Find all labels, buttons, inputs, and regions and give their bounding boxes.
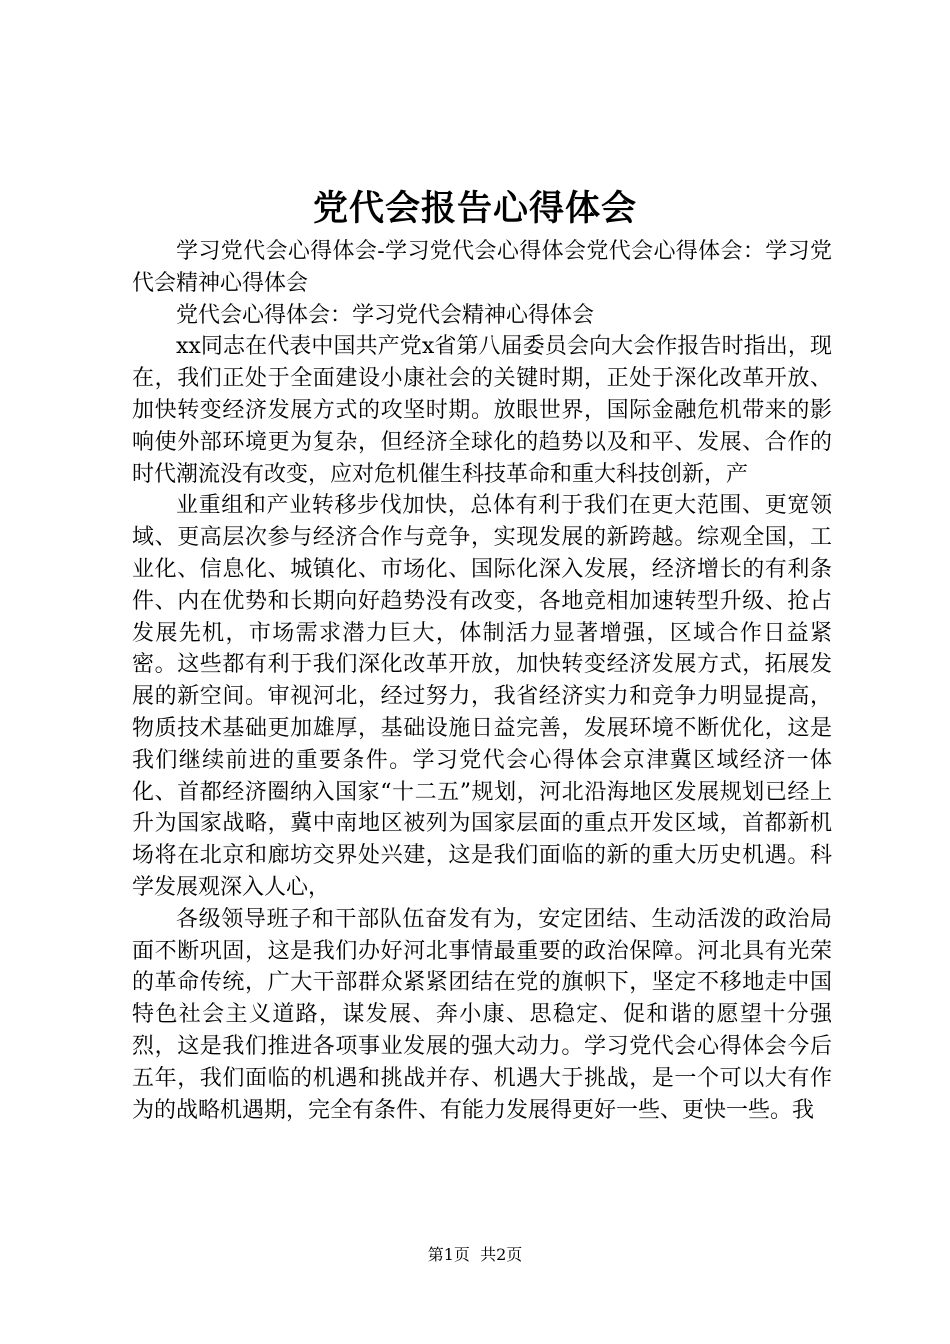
document-body — [132, 236, 832, 1126]
paragraph-1: 学习党代会心得体会-学习党代会心得体会党代会心得体会：学习党代会精神心得体会 — [132, 239, 832, 296]
page-number: 第1页 — [427, 1245, 470, 1264]
paragraph-4: 业重组和产业转移步伐加快，总体有利于我们在更大范围、更宽领域、更高层次参与经济合作与竞争，实现发展的新跨越。综观全国，工业化、信息化、城镇化、市场化、国际化深入发展，经济增长的有利条件、内在优势和长期向好趋势没有改变，各地竞相加速转型升级、抢占发展先机，市场需求潜力巨大，体制活力显著增强，区域合作日益紧密。这些都有利于我们深化改革开放，加快转变经济发展方式，拓展发展的新空间。审视河北，经过努力，我省经济实力和竞争力明显提高，物质技术基础更加雄厚，基础设施日益完善，发展环境不断优化，这是我们继续前进的重要条件。学习党代会心得体会京津冀区域经济一体化、首都经济圈纳入国家“十二五”规划，河北沿海地区发展规划已经上升为国家战略，冀中南地区被列为国家层面的重点开发区域，首都新机场将在北京和廊坊交界处兴建，这是我们面临的新的重大历史机遇。科学发展观深入人心， — [132, 493, 832, 900]
paragraph-5: 各级领导班子和干部队伍奋发有为，安定团结、生动活泼的政治局面不断巩固，这是我们办好河北事情最重要的政治保障。河北具有光荣的革命传统，广大干部群众紧紧团结在党的旗帜下，坚定不移地走中国特色社会主义道路，谋发展、奔小康、思稳定、促和谐的愿望十分强烈，这是我们推进各项事业发展的强大动力。学习党代会心得体会今后五年，我们面临的机遇和挑战并存、机遇大于挑战，是一个可以大有作为的战略机遇期，完全有条件、有能力发展得更好一些、更快一些。我 — [132, 906, 832, 1123]
document-title: 党代会报告心得体会 — [312, 189, 637, 229]
page-total: 共2页 — [480, 1245, 523, 1264]
paragraph-3: xx同志在代表中国共产党x省第八届委员会向大会作报告时指出，现在，我们正处于全面建设小康社会的关键时期，正处于深化改革开放、加快转变经济发展方式的攻坚时期。放眼世界，国际金融危机带来的影响使外部环境更为复杂，但经济全球化的趋势以及和平、发展、合作的时代潮流没有改变，应对危机催生科技革命和重大科技创新，产 — [132, 334, 832, 487]
page-footer — [0, 1244, 950, 1266]
paragraph-2: 党代会心得体会：学习党代会精神心得体会 — [176, 302, 595, 328]
